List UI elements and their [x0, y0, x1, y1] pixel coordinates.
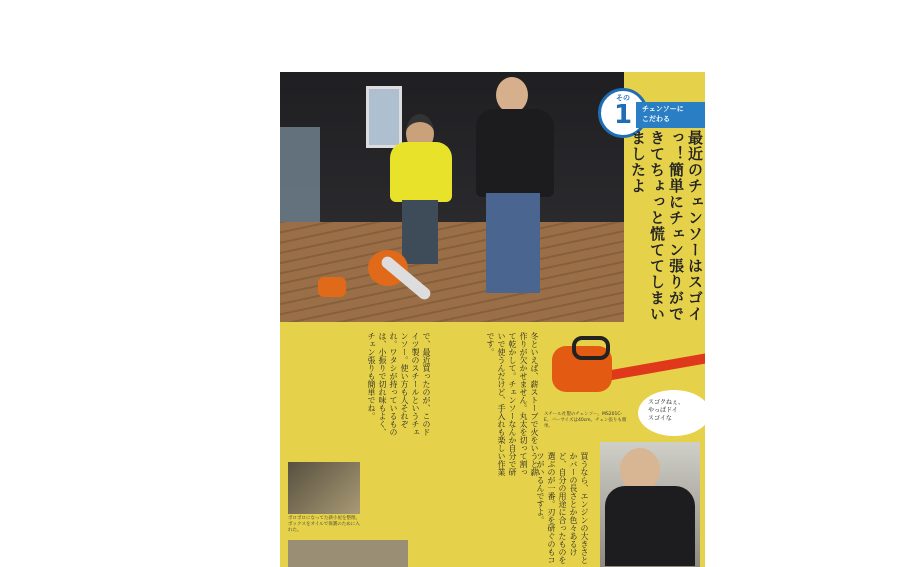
badge-label: チェンソーに こだわる [636, 102, 705, 128]
chainsaw-small [318, 277, 346, 297]
section-badge [598, 78, 705, 138]
badge-number: 1 [613, 100, 633, 130]
thumbnail-photo [288, 462, 360, 514]
tarp [280, 127, 320, 237]
headline: 最近のチェンソーはスゴイっ！簡単にチェン張りができてちょっと慌ててしまいましたよ [629, 130, 704, 322]
thumbnail-photo-2 [288, 540, 408, 567]
body-column-bottom: 買うなら、エンジンの大きさとかバーの長さとか色々あるけど、自分の用途に合ったものを選ぶのが一番。刃を研ぐのもコツがいるんですよ。 [536, 452, 589, 564]
chainsaw-handle [572, 336, 610, 360]
main-photo [280, 72, 624, 322]
portrait-photo [600, 442, 700, 567]
body-column-mid: 冬といえば、薪ストーブで火をいうと薪作りが欠かせません。丸太を切って割って乾かして。チェンソーなんか自分で研いで使うんだけど、手入れも楽しい作業です。 [486, 332, 539, 476]
thumbnail-caption: ボロボロになってた薪小屋を整理。ボックスをオイルで保護のために入れた。 [288, 516, 360, 533]
speech-bubble: スゴクねぇ、 やっぱドイ スゴイな [638, 390, 705, 436]
magazine-page [280, 72, 705, 567]
chainsaw-bar [602, 353, 705, 382]
person-yellow-jacket [382, 114, 462, 264]
person-black-jacket [470, 77, 560, 297]
badge-sono: その [616, 94, 630, 102]
chainsaw-caption: スチール社製のチェンソー。MS201C-E。バーサイズは40cm。チェン張りも簡単。 [544, 412, 627, 429]
body-column-left: で、最近買ったのが、このドイツ製のスチールというチェンソー。使い方も人それぞれ。ワタシが持っているものは、小振りで切れ味もよく、チェン張りも簡単でね。 [367, 332, 431, 436]
